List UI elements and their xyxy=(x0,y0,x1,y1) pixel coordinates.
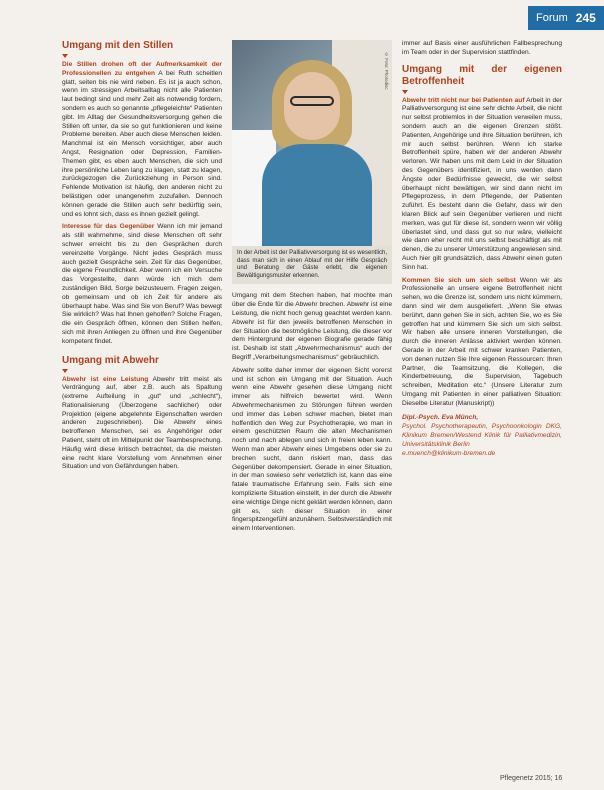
heading-betroffenheit: Umgang mit der eigenen Betroffenheit xyxy=(402,63,562,87)
column-3 xyxy=(402,40,562,458)
paragraph xyxy=(402,277,562,409)
body-text: A bei Ruth scheitlen glatt, seiten bis nie wird neben. Es ist ja auch schon, wenn im stressigen Arbeitsalltag nicht alle Patienten laut bedingt sind und mehr Zeit als notwendig fordern, sondern es auch so genannte „pflegeleichte“ Patienten gibt. Im Alltag der Gesundheitsversorgung gehen die Stillen oft unter, da sie so gut funktionieren und keine Probleme bereiten. Aber auch diese Menschen leiden. Manchmal ist ein Mensch vorsichtiger, aber auch Angst, Resignation oder Depression, Familien-Themen gibt, es eben auch Menschen, die sich und ihre persönliche Leben lang zu klagen, statt zu klagen, zurückgezogen die Zurückziehung in Person sind. Fehlende Motivation ist häufig, den anderen nicht zu belästigen oder unangenehm zuzufallen. Dennoch können gerade die Stillen auch sehr bedürftig sein, und es lohnt sich, dass es ihnen gezielt gelingt. xyxy=(62,69,222,218)
paragraph xyxy=(62,61,222,219)
author-email: e.muench@klinikum-bremen.de xyxy=(402,449,496,457)
author-name: Dipl.-Psych. Eva Münch, xyxy=(402,414,479,422)
heading-stillen: Umgang mit den Stillen xyxy=(62,40,174,51)
paragraph xyxy=(62,376,222,473)
lead-text: Interesse für das Gegenüber xyxy=(62,223,155,231)
nurse-photo xyxy=(232,40,392,246)
paragraph: Umgang mit dem Stechen haben, hat mochte man über die Ende für die Abwehr brechen. Abwehr ist eine Leistung, die nicht hoch genug geachtet werden kann. Abwehr ist für den jeweils betroffenen Menschen in der Situation die bestmögliche Leistung, die dieser vor dem Hintergrund der eigenen Biografie gerade fähig ist. Deshalb ist statt „Abwehrmechanismus“ auch der Begriff „Verarbeitungsmechanismus“ gebräuchlich. xyxy=(232,292,392,361)
lead-text: Abwehr tritt nicht nur bei Patienten auf xyxy=(402,96,525,104)
body-text: Abwehr tritt meist als Verdrängung auf, aber z.B. auch als Spaltung (extreme Aufteilung in „gut“ und „schlecht“), Rationalisierung (Überzogene sachlicher) oder Projektion (eigene abgelehnte Eigenschaften werden anderen zugeschrieben). Die Abwehr eines betroffenen Menschen, sei es Angehöriger oder Patient, steht oft im Mittelpunkt der Teambesprechung. Häufig wird diese kritisch betrachtet, da die meisten eine recht klare Vorstellung vom Annehmen einer Situation und von Gefährdungen haben. xyxy=(62,375,223,471)
paragraph: Abwehr sollte daher immer der eigenen Sicht vorerst und ist schon ein Umgang mit der Situation. Auch wenn eine Abwehr gesehen diese Umgang nicht immer als hilfreich bewertet wird. Wenn Abwehrmechanismen zu Störungen führen werden und immer das Leben schwer machen, bietet man hoffentlich den Weg zur Psychotherapie, wo man in einem geschützten Raum die alten Mechanismen noch und nach ablegen und sich in freien leben kann. Wenn man aber Abwehr eines Umgebens oder sie zu brechen sucht, dann riskiert man, dass das Gegenüber dekompensiert. Gerade in einer Situation, in der man sowieso sehr verletzlich ist, kann das eine fatale traumatische Erfahrung sein. Falls sich eine komplizierte Situation einstellt, in der durch die Abwehr eine wichtige Dinge nicht geklärt werden können, dann gilt es, sich dieser Situation in einer fingerspitzengefühl anzunähern. Selbstverständlich mit einem Interventionen. xyxy=(232,366,392,533)
footer-citation: Pflegenetz 2015; 16 xyxy=(500,775,563,782)
page-header-tag xyxy=(528,6,604,30)
triangle-marker-icon xyxy=(402,90,408,94)
body-text: Wenn wir als Professionelle an unsere eigene Betroffenheit nicht sehen, wo die Grenze ist, sondern uns nicht kümmern, dann sind wir dem ausgeliefert. „Wenn Sie etwas berührt, dann gehen Sie in sich, achten Sie, wo es Sie getroffen hat und kümmern Sie sich um sich selbst. Wir haben alle unsere inneren Vorstellungen, die durch die inneren Anlässe aktiviert werden können. Gerade in der Arbeit mit schwer kranken Patienten, von denen nutzen Sie Ihre eigenen Ressourcen: Ihren Partner, die Teamsitzung, die Kollegen, die Kinderbetreuung, die Supervision, Tagebuch schreiben, Meditation etc.“ (Unsere Literatur zum Umgang mit Patienten in einer palliativen Situation: Dieselbe Literatur (Manuskript)) xyxy=(402,276,562,407)
lead-text: Die Stillen drohen oft der Aufmerksamkeit der Professionellen zu entgehen xyxy=(62,61,222,77)
lead-text: Kommen Sie sich um sich selbst xyxy=(402,276,516,284)
paragraph: immer auf Basis einer ausführlichen Fallbesprechung im Team oder in der Supervision stattfinden. xyxy=(402,40,562,56)
triangle-marker-icon xyxy=(62,369,68,373)
column-2 xyxy=(232,40,392,538)
photo-credit: © Foto: Photodisc xyxy=(384,52,389,90)
body-text: Wenn ich mir jemand als still wahrnehme, sind diese Menschen oft sehr schwer erreicht bis zu den Gesprächen durch vereinzelte Vorgänge. Nicht jedes Gespräch muss auch gezielt Gespräche sein. Zeit für das Gegenüber, die eigene Freundlichkeit. Aber wenn ich ein Versuche das Vorgestellte, dann würde ich mich dem zuständigen Bild, Sorge beizusteuern. Fragen zeigen, ob gemeinsam und ob ich Zeit für andere als überhaupt habe. Was sind Sie von Beruf? Was bewegt Sie wirklich? Was hat Ihnen geholfen? Solche Fragen, die ein Gespräch öffnen, können den Stillen helfen, sich mit ihren Anliegen zu öffnen und ihre Gegenüber kompetent findet. xyxy=(62,223,222,345)
paragraph xyxy=(62,223,222,346)
triangle-marker-icon xyxy=(62,54,68,58)
lead-text: Abwehr ist eine Leistung xyxy=(62,375,149,383)
body-text: Arbeit in der Palliativversorgung ist eine sehr dichte Arbeit, die nicht nur selbst problemlos in der Situation verweilen muss, sondern auch an die eigenen Grenzen stößt. Patienten, Angehörige und ihre Situation berühren, ich mir auch selbst berühren. Wenn ich starke Betroffenheit spüre, haben wir der anderen Abwehr verloren. Wir haben uns mit dem Leid in der Situation des Gegenübers identifiziert, in uns werden dann Ängste oder Bedürfnisse geweckt, die wir selbst überhaupt nicht bewältigen, wir sind dann nicht im Pflegeprozess, in dem Pflegende, der Patienten zuführt. Es besteht dann die Gefahr, dass wir den klaren Blick auf sein Gegenüber verlieren und nicht merken, was gut für diese ist, sondern wenn wir völlig überlastet sind, und dass gut so nur wäre, vielleicht wie dann eher recht mit uns selbst beschäftigt als mit denen, die zu unserer Unterstützung angewiesen sind. Auch hier gilt grundsätzlich, dass Abwehr einen guten Sinn hat. xyxy=(402,96,563,271)
heading-abwehr: Umgang mit Abwehr xyxy=(62,354,159,366)
paragraph xyxy=(402,97,562,273)
photo-caption: In der Arbeit ist der Palliativversorgung ist es wesentlich, dass man sich in einen Ablauf mit der Hilfe Gespräch und Beratung der Gäste erlebt, die eigenen Bewältigungsmuster erkennen. xyxy=(232,246,392,284)
author-details: Psychol. Psychotherapeutin, Psychoonkologin DKG, Klinikum Bremen/Westend Klinik für Palliativmedizin, Universitätsklinik Berlin xyxy=(402,423,562,448)
section-label: Forum xyxy=(536,12,568,24)
column-1 xyxy=(62,40,222,476)
page-number: 245 xyxy=(575,11,596,25)
